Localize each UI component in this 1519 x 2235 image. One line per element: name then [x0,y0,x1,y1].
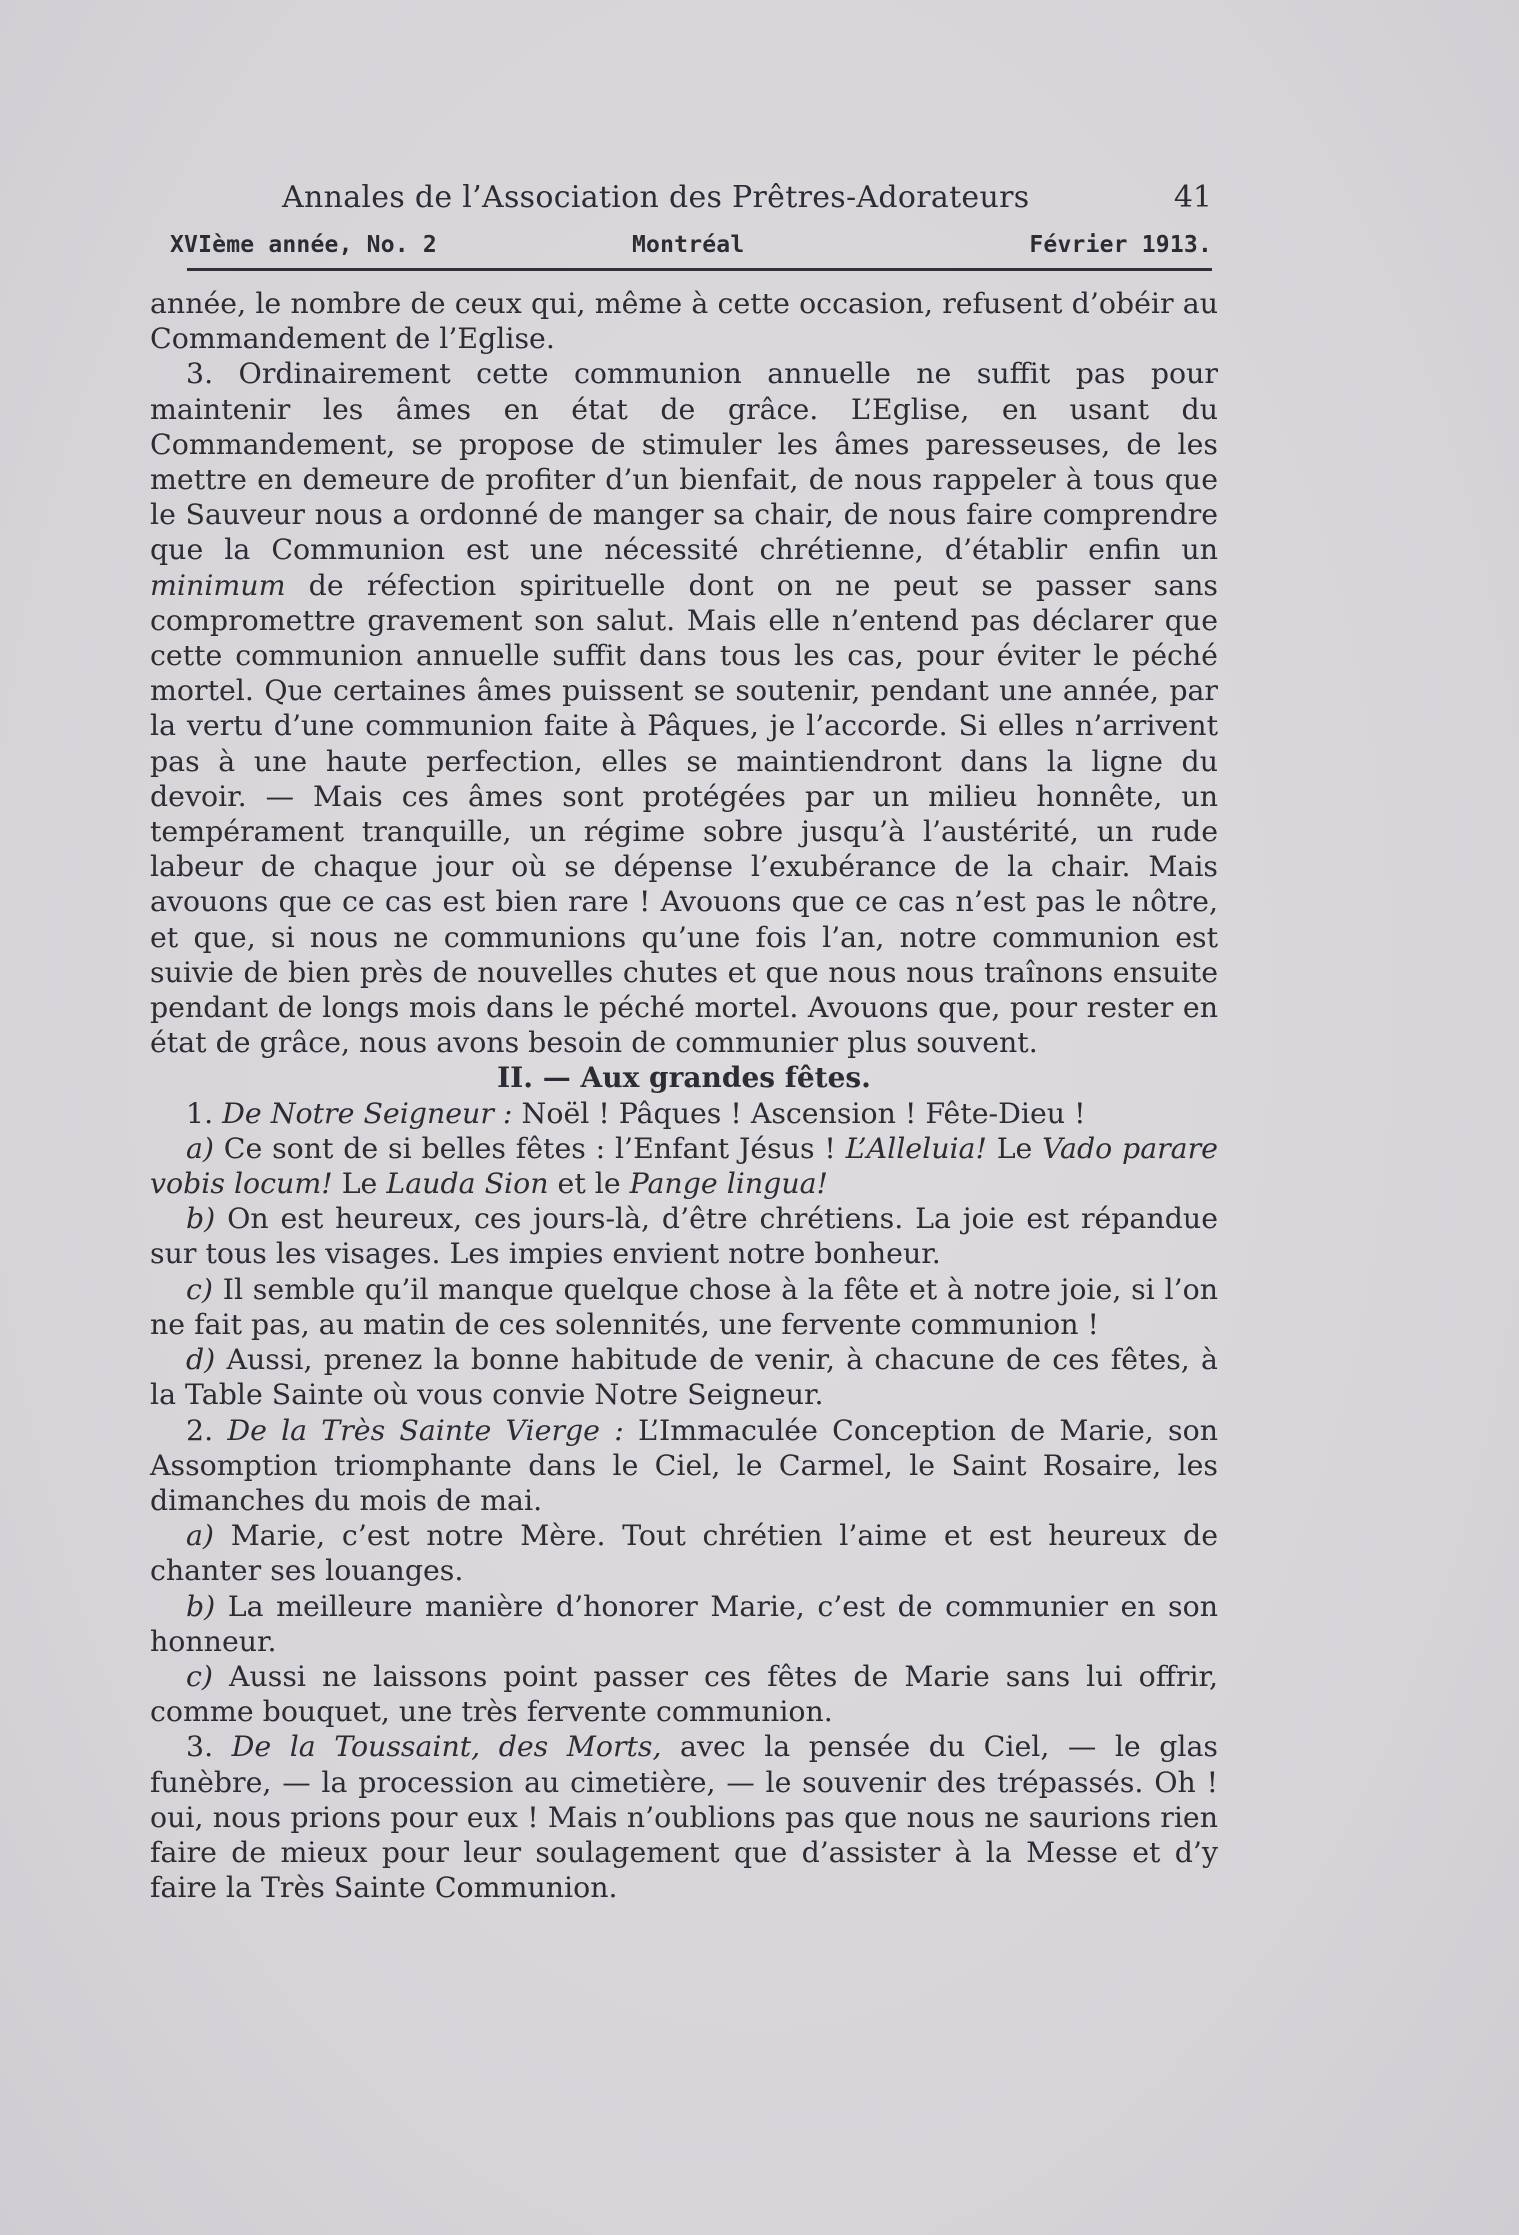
running-header [152,180,1212,264]
issue-label: XVIème année, No. 2 [170,232,437,258]
header-rule [187,268,1212,271]
journal-title: Annales de l’Association des Prêtres-Adorateurs [282,180,1030,215]
paragraph: a) Ce sont de si belles fêtes : l’Enfant Jésus ! L’Alleluia! Le Vado parare vobis locum! Le Lauda Sion et le Pange lingua! [150,1131,1218,1201]
paragraph: d) Aussi, prenez la bonne habitude de venir, à chacune de ces fêtes, à la Table Sainte où vous convie Notre Seigneur. [150,1343,1218,1412]
paragraph: 3. Ordinairement cette communion annuelle ne suffit pas pour maintenir les âmes en état de grâce. L’Eglise, en usant du Commandement, se propose de stimuler les âmes paresseuses, de les mettre en demeure de profiter d’un bienfait, de nous rappeler à tous que le Sauveur nous a ordonné de manger sa chair, de nous faire comprendre que la Communion est une nécessité chrétienne, d’établir enfin un minimum de réfection spirituelle dont on ne peut se passer sans compromettre gravement son salut. Mais elle n’entend pas déclarer que cette communion annuelle suffit dans tous les cas, pour éviter le péché mortel. Que certaines âmes puissent se soutenir, pendant une année, par la vertu d’une communion faite à Pâques, je l’accorde. Si elles n’arrivent pas à une haute perfection, elles se maintiendront dans la ligne du devoir. — Mais ces âmes sont protégées par un milieu honnête, un tempérament tranquille, un régime sobre jusqu’à l’austérité, un rude labeur de chaque jour où se dépense l’exubérance de la chair. Mais avouons que ce cas est bien rare ! Avouons que ce cas n’est pas le nôtre, et que, si nous ne communions qu’une fois l’an, notre communion est suivie de bien près de nouvelles chutes et que nous nous traînons ensuite pendant de longs mois dans le péché mortel. Avouons que, pour rester en état de grâce, nous avons besoin de communier plus souvent. [150,357,1218,1060]
paragraph: b) On est heureux, ces jours-là, d’être chrétiens. La joie est répandue sur tous les visages. Les impies envient notre bonheur. [150,1202,1218,1271]
paragraph: 3. De la Toussaint, des Morts, avec la pensée du Ciel, — le glas funèbre, — la procession au cimetière, — le souvenir des trépassés. Oh ! oui, nous prions pour eux ! Mais n’oublions pas que nous ne saurions rien faire de mieux pour leur soulagement que d’assister à la Messe et d’y faire la Très Sainte Communion. [150,1730,1218,1905]
page-number: 41 [1173,180,1212,215]
paragraph: 1. De Notre Seigneur : Noël ! Pâques ! Ascension ! Fête-Dieu ! [186,1096,1086,1130]
paragraph: année, le nombre de ceux qui, même à cette occasion, refusent d’obéir au Commandement de l’Eglise. [150,287,1218,356]
city-label: Montréal [632,232,745,258]
article-body [150,286,1218,1905]
paragraph: c) Aussi ne laissons point passer ces fêtes de Marie sans lui offrir, comme bouquet, une très fervente communion. [150,1659,1218,1729]
section-heading: II. — Aux grandes fêtes. [497,1061,871,1095]
paragraph: a) Marie, c’est notre Mère. Tout chrétien l’aime et est heureux de chanter ses louanges. [150,1519,1218,1588]
paragraph: 2. De la Très Sainte Vierge : L’Immaculée Conception de Marie, son Assomption triomphante dans le Ciel, le Carmel, le Saint Rosaire, les dimanches du mois de mai. [150,1413,1218,1517]
paragraph: b) La meilleure manière d’honorer Marie, c’est de communier en son honneur. [150,1589,1218,1658]
paragraph: c) Il semble qu’il manque quelque chose à la fête et à notre joie, si l’on ne fait pas, au matin de ces solennités, une fervente communion ! [150,1272,1218,1341]
date-label: Février 1913. [1029,232,1212,258]
